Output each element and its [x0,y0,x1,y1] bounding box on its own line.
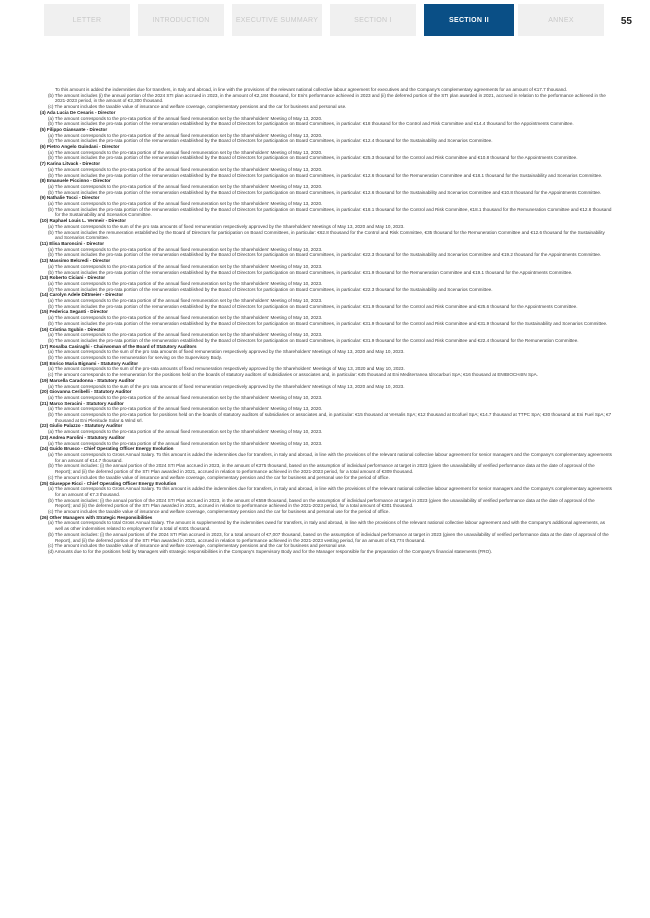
note-line: (a) The amount corresponds to the pro-rata portion of the annual fixed remuneration set by the Shareholders' Meeting of May 13, 2020. [48,406,323,412]
note-line: (a) The amount corresponds to total Gross Annual Salary. The amount is supplemented by the indemnities owed for transfers, in Italy and abroad, in line with the provisions of the relevant national collective labour agreement and with the Company's additional agreements, as well as other indemnities related to employment for a total of €401 thousand. [48,520,606,532]
note-line: (a) The amount corresponds to the pro-rata portion of the annual fixed remuneration set by the Shareholders' Meeting of May 10, 2023. [48,246,323,252]
note-line: (a) The amount corresponds to the pro-rata portion of the annual fixed remuneration set by the Shareholders' Meeting of May 13, 2020. [48,115,323,121]
note-line: (b) The amount includes the pro-rata portion of the remuneration established by the Board of Directors for participation on Board Committees, in particular: €22.3 thousand for the Sustainability and Scenarios Committee. [48,286,493,292]
note-line: (a) The amount corresponds to the pro-rata portion of the annual fixed remuneration set by the Shareholders' Meeting of May 13, 2020. [48,132,323,138]
footnotes-body [40,87,612,555]
note-heading: (12) Massimo Belcredi - Director [40,258,111,264]
tab-introduction[interactable]: INTRODUCTION [138,4,224,36]
note-line: (a) The amount corresponds to the pro-rata portion of the annual fixed remuneration set by the Shareholders' Meeting of May 10, 2023. [48,394,323,400]
tab-letter[interactable]: LETTER [44,4,130,36]
note-line: (b) The amount corresponds to the remuneration for serving on the Supervisory Body. [48,355,222,361]
note-heading: (25) Giuseppe Ricci - Chief Operating Officer Energy Evolution [40,480,177,486]
note-line: (b) The amount includes the pro-rata portion of the remuneration established by the Board of Directors for participation on Board Committees, in particular: €12.6 thousand for the Remuneration Committee and €18.1 thousand for the Sustainability and Scenarios Committee. [48,172,603,178]
note-line: (a) The amount corresponds to the sum of the pro rata amounts of fixed remuneration respectively approved by the Shareholders' Meetings of May 13, 2020 and May 10, 2023. [48,349,405,355]
note-line: (b) The amount includes the pro-rata portion of the remuneration established by the Board of Directors for participation on Board Committees, in particular: €31.9 thousand for the Control and Risk Committee and €22.4 thousand for the Remuneration Committee. [48,337,579,343]
note-line: (a) The amount corresponds to the pro-rata portion of the annual fixed remuneration set by the Shareholders' Meeting of May 10, 2023. [48,315,323,321]
note-line: (b) The amount includes the pro-rata portion of the remuneration established by the Board of Directors for participation on Board Committees, in particular: €12.6 thousand for the Sustainability and Scenarios Committee and €10.8 thousand for the Appointments Committee. [48,189,602,195]
note-line: (a) The amount corresponds to Gross Annual Salary. To this amount is added the indemnities due for transfers, in Italy and abroad, in line with the provisions of the relevant national collective labour agreement for senior managers and the Company's complementary agreements for an amount of €7.3 thousand. [48,486,612,497]
note-heading: (8) Emanuele Piccinno - Director [40,178,111,184]
note-line: (a) The amount corresponds to the pro-rata portion of the annual fixed remuneration set by the Shareholders' Meeting of May 13, 2020. [48,201,323,207]
tab-section-2[interactable]: SECTION II [424,4,514,36]
note-line: (a) The amount corresponds to the sum of the pro-rata amounts of fixed remuneration respectively approved by the Shareholders' Meetings of May 13, 2020 and May 10, 2023. [48,366,405,372]
note-line: (a) The amount corresponds to Gross Annual Salary. To this amount is added the indemnities due for transfers, in Italy and abroad, in line with the provisions of the relevant national collective labour agreement for senior managers and the Company's complementary agreements for an amount of €14.7 thousand. [48,452,612,463]
note-heading: (24) Guido Brusco - Chief Operating Officer Energy Evolution [40,446,174,452]
note-heading: (23) Andrea Parolini - Statutory Auditor [40,434,125,440]
note-heading: (21) Marco Seracini - Statutory Auditor [40,400,124,406]
note-line: (a) The amount corresponds to the pro-rata portion of the annual fixed remuneration set by the Shareholders' Meeting of May 10, 2023. [48,440,323,446]
note-heading: (18) Enrico Maria Bignami - Statutory Auditor [40,360,139,366]
tab-annex[interactable]: ANNEX [518,4,604,36]
note-heading: (17) Rosalba Casiraghi - Chairwoman of the Board of Statutory Auditors [40,343,197,349]
note-line: (c) The amount includes the taxable value of insurance and welfare coverage, complementary pensions and the car for business and personal use. [48,543,347,549]
note-line: (b) The amount includes (i) the annual portion of the 2024 STI plan accrued in 2023, in the amount of €2,184 thousand, for Eni's performance achieved in 2023 and (ii) the deferred portion of the STI plan awarded in 2021, accrued in relation to the performance achieved in the 2021-2023 period, in the amount of €2,300 thousand. [48,92,606,104]
note-heading: (5) Filippo Giansante - Director [40,126,108,132]
note-heading: (20) Giovanna Ceribelli - Statutory Auditor [40,389,132,395]
note-heading: (16) Cristina Sgubin - Director [40,326,106,332]
page-number: 55 [620,16,632,27]
note-line: (c) The amount corresponds to the remuneration for the positions held on the boards of statutory auditors of subsidiaries or associates and, in particular: €45 thousand at Eni Mediterranea Idrocarburi SpA; €16 thousand at ENIBIOCH4IN SpA. [48,372,538,378]
note-heading: (13) Roberto Ciciani - Director [40,275,106,281]
note-line: (c) The amount includes the taxable value of insurance and welfare coverage, complementary pensions and the car for business and personal use. [48,104,347,110]
note-heading: (10) Raphael Louis L. Vermeir - Director [40,218,127,224]
note-line: (a) The amount corresponds to the sum of the pro rata amounts of fixed remuneration respectively approved by the Shareholders' Meetings of May 13, 2020 and May 10, 2023. [48,223,405,229]
note-line: (a) The amount corresponds to the pro-rata portion of the annual fixed remuneration set by the Shareholders' Meeting of May 10, 2023. [48,298,323,304]
note-line: (b) The amount includes the pro-rata portion of the remuneration established by the Board of Directors for participation on Board Committees, in particular: €31.9 thousand for the Control and Risk Committee and €25.6 thousand for the Appointments Committee. [48,303,578,309]
note-heading: (26) Other Managers with Strategic Responsibilities [40,514,153,520]
note-heading: (22) Giulio Palazzo - Statutory Auditor [40,423,123,429]
note-line: To this amount is added the indemnities due for transfers, in Italy and abroad, in line with the provisions of the relevant national collective labour agreement for executives and the Company's complementary agreements for an amount of €17.7 thousand. [55,87,568,92]
note-line: (a) The amount corresponds to the pro-rata portion of the annual fixed remuneration set by the Shareholders' Meeting of May 10, 2023. [48,429,323,435]
note-line: (a) The amount corresponds to the pro-rata portion of the annual fixed remuneration set by the Shareholders' Meeting of May 10, 2023. [48,263,323,269]
note-heading: (7) Karina Litvack - Director [40,161,100,167]
note-heading: (14) Carolyn Adele Dittmeier - Director [40,292,124,298]
note-line: (a) The amount corresponds to the pro-rata portion of the annual fixed remuneration set by the Shareholders' Meeting of May 10, 2023. [48,280,323,286]
note-line: (b) The amount includes the pro-rata portion of the remuneration established by the Board of Directors for participation on Board Committees, in particular: €18 thousand for the Control and Risk Committee and €14.4 thousand for the Appointments Committee. [48,121,574,127]
note-line: (b) The amount includes the pro-rata portion of the remuneration established by the Board of Directors for participation on Board Committees, in particular: €12.4 thousand for the Sustainability and Scenarios Committee. [48,138,493,144]
note-heading: (6) Pietro Angelo Guindani - Director [40,144,120,150]
note-line: (a) The amount corresponds to the pro-rata portion of the annual fixed remuneration set by the Shareholders' Meeting of May 10, 2023. [48,332,323,338]
section-nav [0,0,650,40]
note-line: (a) The amount corresponds to the sum of the pro rata amounts of fixed remuneration respectively approved by the Shareholders' Meetings of May 13, 2020 and May 10, 2023. [48,383,405,389]
note-line: (a) The amount corresponds to the pro-rata portion of the annual fixed remuneration set by the Shareholders' Meeting of May 13, 2020. [48,166,323,172]
note-line: (b) The amount corresponds to the pro-rata portion for positions held on the boards of statutory auditors of subsidiaries or associates and, in particular: €15 thousand at Versalis SpA; €12 thousand at Ecofuel SpA; €14.7 thousand at TTPC SpA; €30 thousand at Eni Fuel SpA; €7 thousand at Eni Plenitude Solar & Wind srl. [48,412,612,423]
note-line: (b) The amount includes: (i) the annual portions of the 2024 STI Plan accrued in 2023, for a total amount of €7,007 thousand, based on the assumption of individual performance at target in 2023 (given the unavailability of verified performance data at the date of approval of the Report), and (ii) the deferred portion of the STI Plan awarded in 2021, accrued in relation to performance achieved in the 2021-2023 vesting period, for an amount of €3,774 thousand. [48,531,609,543]
note-line: (b) The amount includes the pro-rata portion of the remuneration established by the Board of Directors for participation on Board Committees, in particular: €31.9 thousand for the Control and Risk Committee and €31.9 thousand for the Sustainability and Scenarios Committee. [48,320,608,326]
note-heading: (4) Ada Lucia De Cesaris - Director [40,109,116,115]
note-line: (b) The amount includes: (i) the annual portion of the 2024 STI Plan accrued in 2023, in the amount of €375 thousand, based on the assumption of individual performance at target in 2023 (given the unavailability of verified performance data at the date of approval of the Report); and (ii) the deferred portion of the STI Plan awarded in 2021, accrued in relation to performance achieved in the 2021-2023 period, for a total amount of €309 thousand. [48,463,595,475]
note-line: (c) The amount includes the taxable value of insurance and welfare coverage, complementary pension and the car for business and personal use for the period of office. [48,509,390,515]
note-heading: (11) Elisa Baroncini - Director [40,240,105,246]
note-line: (b) The amount includes the pro-rata portion of the remuneration established by the Board of Directors for participation on Board Committees, in particular: €31.9 thousand for the Remuneration Committee and €19.1 thousand for the Appointments Committee. [48,269,573,275]
tab-section-1[interactable]: SECTION I [330,4,416,36]
note-line: (a) The amount corresponds to the pro-rata portion of the annual fixed remuneration set by the Shareholders' Meeting of May 13, 2020. [48,183,323,189]
note-heading: (9) Nathalie Tocci - Director [40,195,100,201]
note-line: (d) Amounts due to for the positions held by Managers with strategic responsibilities in the Company's Supervisory Body and for the Manager responsible for the preparation of the Company's financial statements (FRO). [48,548,492,554]
note-heading: (15) Federica Seganti - Director [40,309,108,315]
note-line: (b) The amount includes the pro-rata portion of the remuneration established by the Board of Directors for participation on Board Committees, in particular: €25.3 thousand for the Control and Risk Committee and €10.8 thousand for the Appointments Committee. [48,155,578,161]
note-line: (c) The amount includes the taxable value of insurance and welfare coverage, complementary pension and the car for business and personal use for the period of office. [48,474,390,480]
note-line: (b) The amount includes: (i) the annual portion of the 2024 STI Plan accrued in 2023, in the amount of €559 thousand, based on the assumption of individual performance at target in 2023 (given the unavailability of verified performance data at the date of approval of the Report); and (ii) the deferred portion of the STI Plan awarded in 2021, accrued in relation to performance achieved in the 2021-2023 period, for a total amount of €301 thousand. [48,497,595,509]
note-line: (b) The amount includes the pro-rata portion of the remuneration established by the Board of Directors for participation on Board Committees, in particular: €22.3 thousand for the Sustainability and Scenarios Committee and €19.2 thousand for the Appointments Committee. [48,252,602,258]
note-heading: (19) Marcella Caradonna - Statutory Auditor [40,377,135,383]
note-line: (b) The amount includes the pro-rata portion of the remuneration established by the Board of Directors for participation on Board Committees, in particular: €18.1 thousand for the Control and Risk Committee, €18.1 thousand for the Remuneration Committee and €12.6 thousand for the Sustainability and Scenarios Committee. [48,206,612,218]
note-line: (b) The amount includes the remuneration established by the Board of Directors for participation on Board Committees, in particular: €62.8 thousand for the Control and Risk Committee, €35 thousand for the Remuneration Committee and €12.6 thousand for the Sustainability and Scenarios Committee. [48,229,605,241]
tab-executive-summary[interactable]: EXECUTIVE SUMMARY [232,4,322,36]
note-line: (a) The amount corresponds to the pro-rata portion of the annual fixed remuneration set by the Shareholders' Meeting of May 13, 2020. [48,149,323,155]
